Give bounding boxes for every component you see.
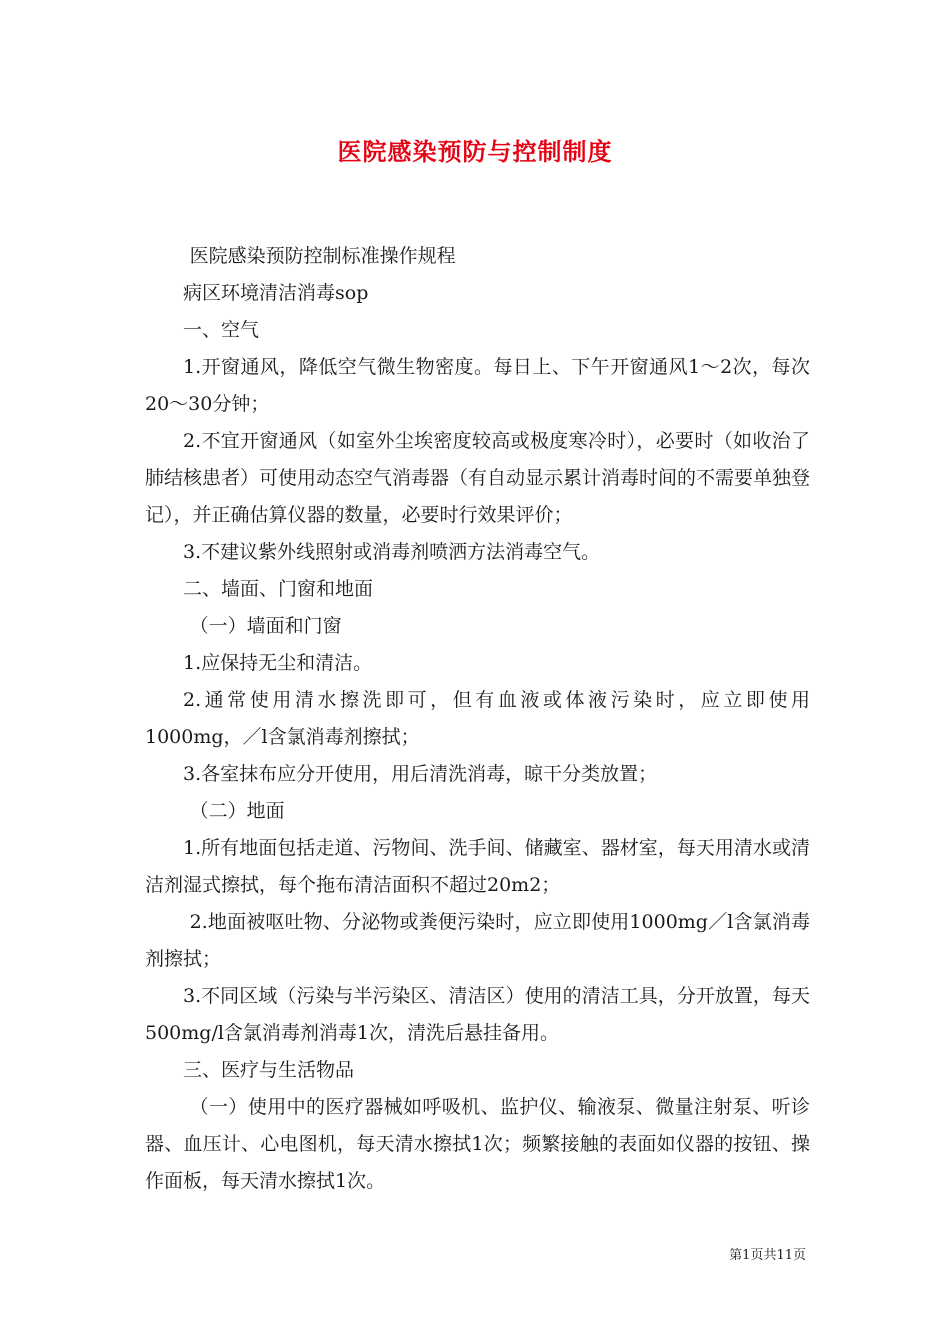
paragraph: 3.不同区域（污染与半污染区、清洁区）使用的清洁工具，分开放置，每天500mg/l含氯消毒剂消毒1次，清洗后悬挂备用。 <box>145 985 810 1044</box>
paragraph: （二）地面 <box>189 800 285 822</box>
paragraph: 1.所有地面包括走道、污物间、洗手间、储藏室、器材室，每天用清水或清洁剂湿式擦拭，每个拖布清洁面积不超过20m2； <box>145 837 810 896</box>
document-title: 医院感染预防与控制制度 <box>337 137 613 166</box>
page-footer: 第1页共11页 <box>729 1248 806 1263</box>
paragraph: 1.开窗通风，降低空气微生物密度。每日上、下午开窗通风1～2次，每次20～30分钟； <box>145 356 810 415</box>
paragraph: 二、墙面、门窗和地面 <box>183 578 374 600</box>
paragraph: 三、医疗与生活物品 <box>183 1059 355 1081</box>
paragraph: （一）墙面和门窗 <box>189 615 342 637</box>
document-body <box>145 238 810 1200</box>
paragraph: 2.通常使用清水擦洗即可，但有血液或体液污染时，应立即使用1000mg，／l含氯消毒剂擦拭； <box>145 689 810 748</box>
paragraph: 医院感染预防控制标准操作规程 <box>189 245 456 267</box>
paragraph: 1.应保持无尘和清洁。 <box>183 652 373 674</box>
paragraph: （一）使用中的医疗器械如呼吸机、监护仪、输液泵、微量注射泵、听诊器、血压计、心电图机，每天清水擦拭1次；频繁接触的表面如仪器的按钮、操作面板，每天清水擦拭1次。 <box>145 1096 810 1192</box>
paragraph: 2.地面被呕吐物、分泌物或粪便污染时，应立即使用1000mg／l含氯消毒剂擦拭； <box>145 911 810 970</box>
paragraph: 一、空气 <box>183 319 260 341</box>
paragraph: 3.不建议紫外线照射或消毒剂喷洒方法消毒空气。 <box>183 541 601 563</box>
paragraph: 3.各室抹布应分开使用，用后清洗消毒，晾干分类放置； <box>183 763 658 785</box>
paragraph: 2.不宜开窗通风（如室外尘埃密度较高或极度寒冷时），必要时（如收治了肺结核患者）可使用动态空气消毒器（有自动显示累计消毒时间的不需要单独登记），并正确估算仪器的数量，必要时行效果评价； <box>145 430 811 526</box>
paragraph: 病区环境清洁消毒sop <box>183 282 369 304</box>
